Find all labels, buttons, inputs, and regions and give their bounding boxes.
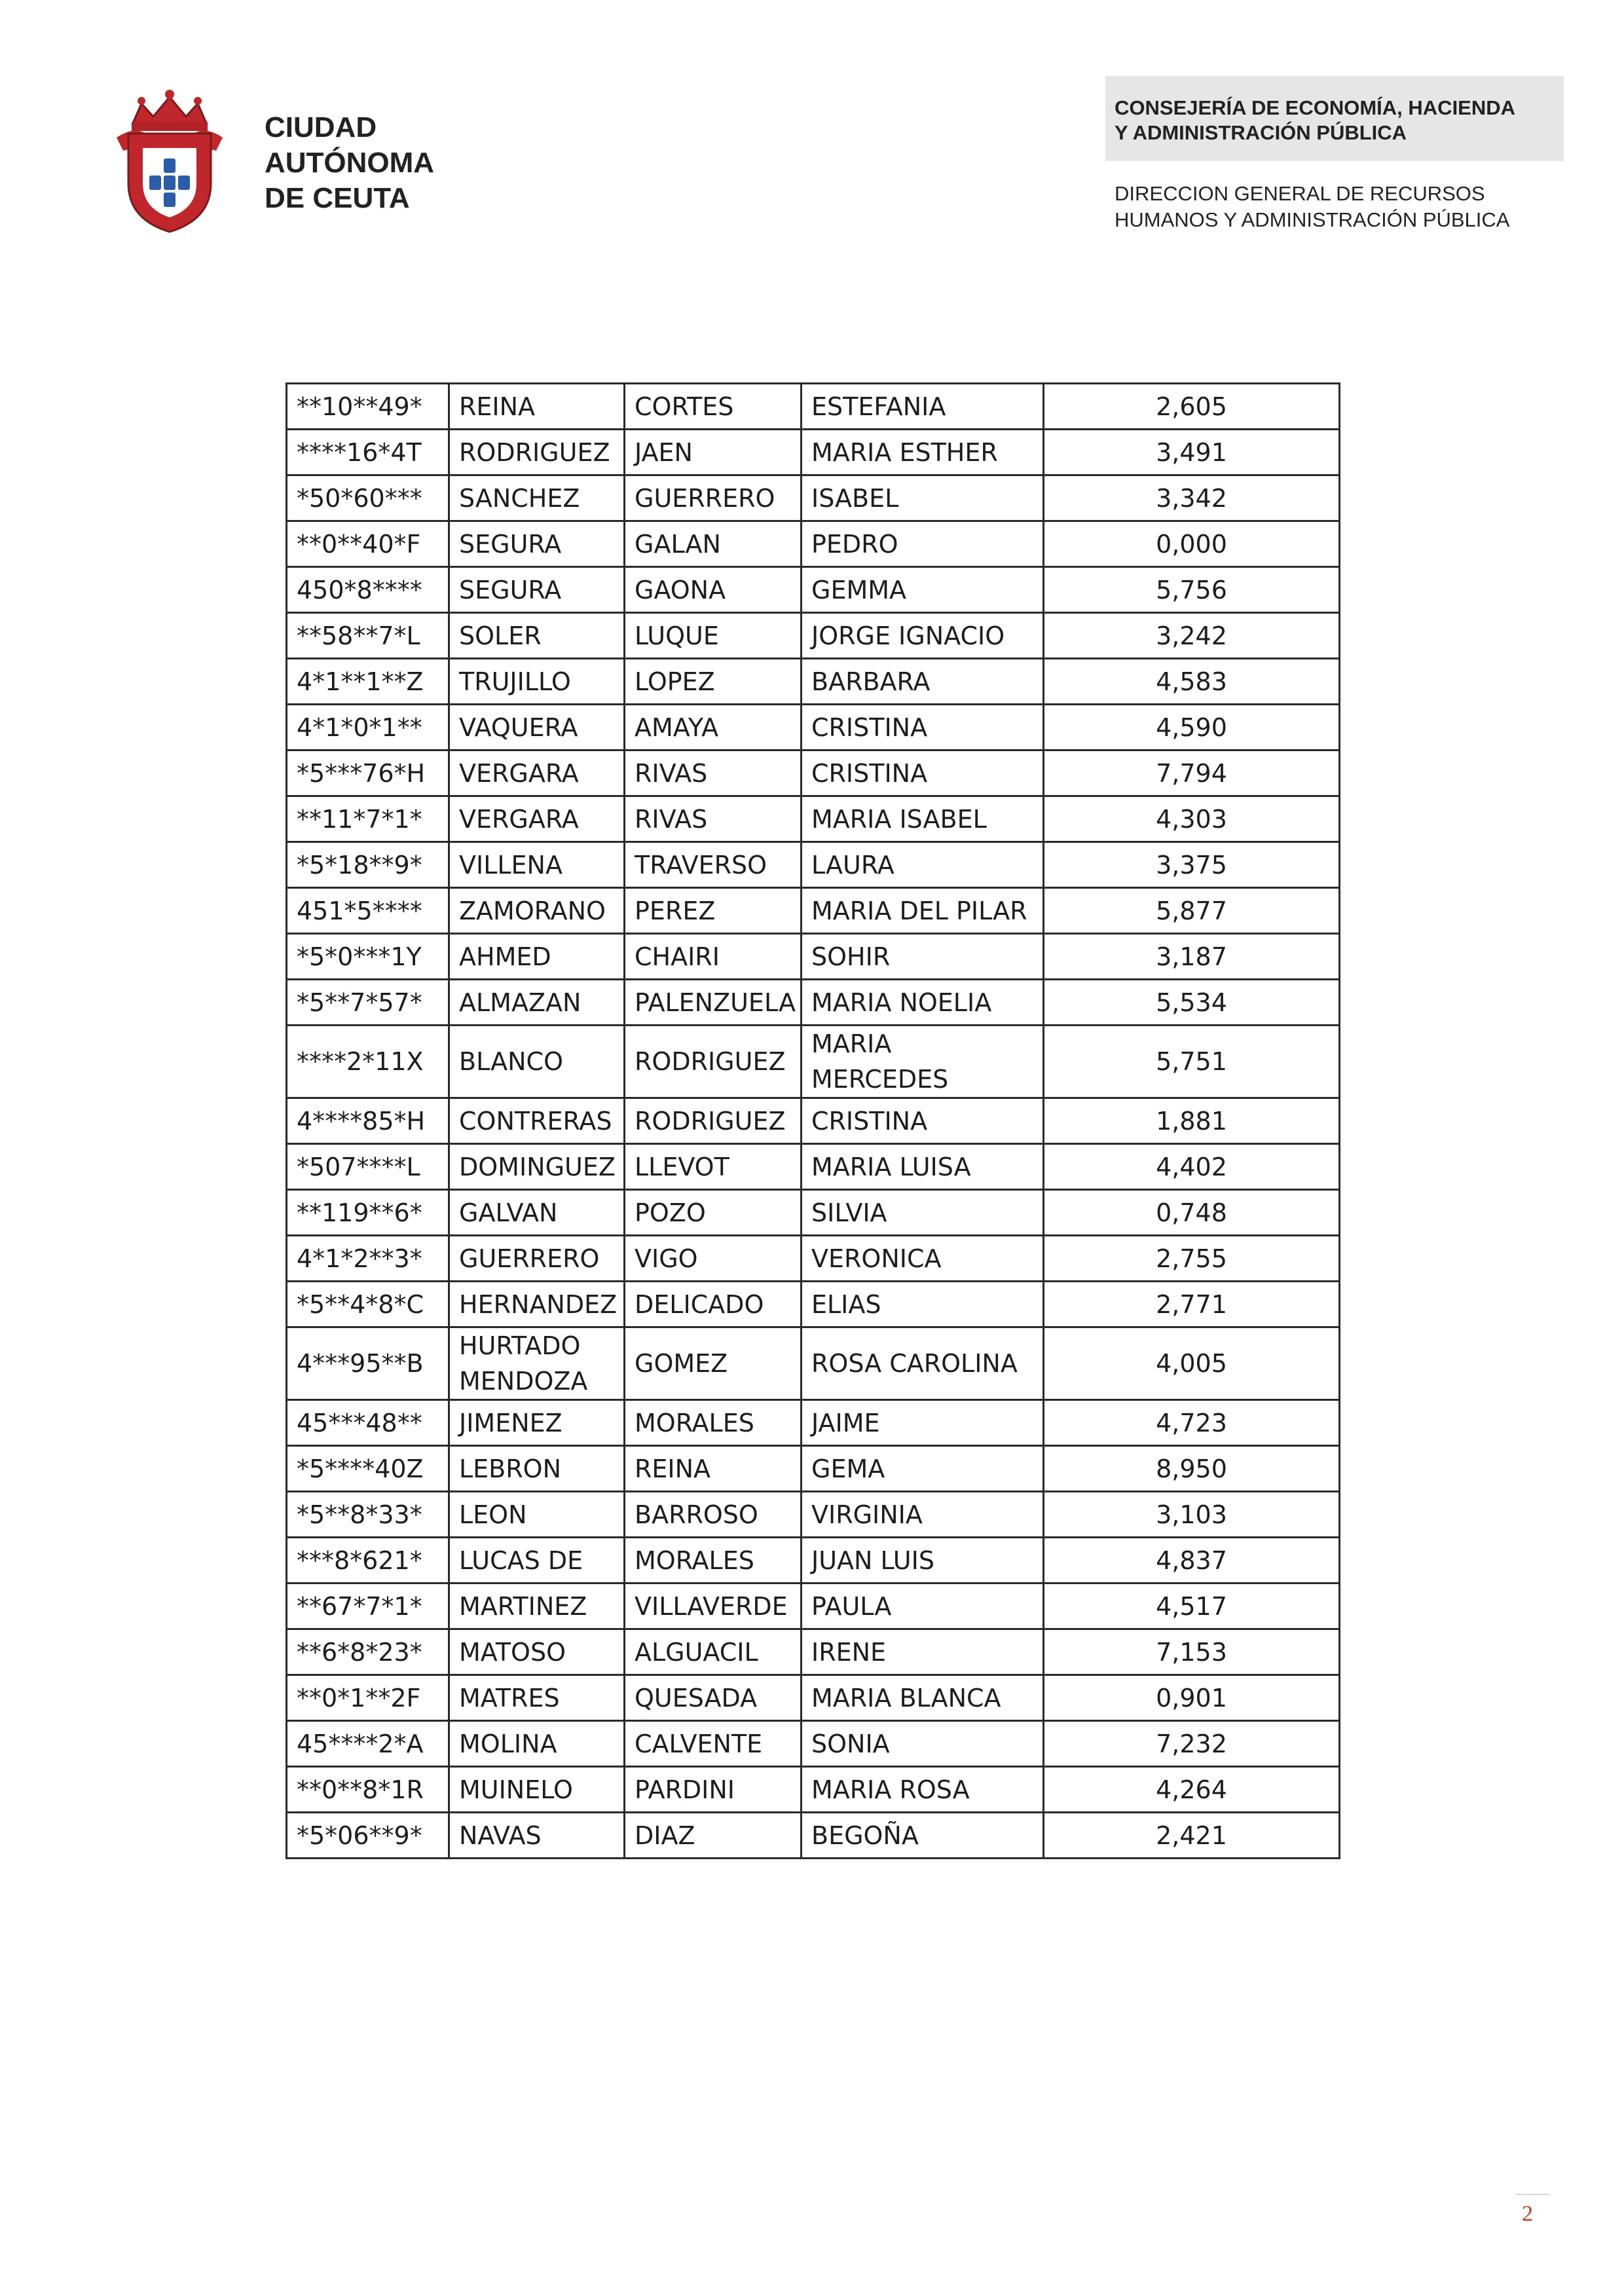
- cell-second-surname: LOPEZ: [625, 659, 802, 705]
- cell-given-name: BARBARA: [802, 659, 1044, 705]
- cell-dni: *5***76*H: [287, 750, 449, 796]
- cell-second-surname: VIGO: [625, 1236, 802, 1282]
- cell-second-surname: LUQUE: [625, 613, 802, 659]
- cell-score: 7,232: [1044, 1721, 1340, 1767]
- cell-dni: **6*8*23*: [287, 1629, 449, 1675]
- cell-dni: **67*7*1*: [287, 1583, 449, 1629]
- cell-first-surname: CONTRERAS: [449, 1098, 625, 1144]
- table-row: [287, 659, 1340, 705]
- table-row: [287, 521, 1340, 567]
- cell-first-surname: LEON: [449, 1492, 625, 1538]
- organization-name: [265, 110, 434, 216]
- cell-dni: *50*60***: [287, 475, 449, 521]
- table-row: [287, 1813, 1340, 1859]
- cell-given-name: MARIA DEL PILAR: [802, 888, 1044, 934]
- cell-dni: *5**7*57*: [287, 980, 449, 1026]
- cell-score: 4,723: [1044, 1400, 1340, 1446]
- cell-given-name: JORGE IGNACIO: [802, 613, 1044, 659]
- table-row: [287, 1675, 1340, 1721]
- cell-dni: **11*7*1*: [287, 796, 449, 842]
- cell-score: 2,421: [1044, 1813, 1340, 1859]
- cell-score: 4,264: [1044, 1767, 1340, 1813]
- cell-score: 0,748: [1044, 1190, 1340, 1236]
- cell-first-surname: SEGURA: [449, 521, 625, 567]
- cell-given-name: PAULA: [802, 1583, 1044, 1629]
- cell-given-name: SOHIR: [802, 934, 1044, 980]
- cell-first-surname: GALVAN: [449, 1190, 625, 1236]
- cell-dni: **119**6*: [287, 1190, 449, 1236]
- cell-dni: 45***48**: [287, 1400, 449, 1446]
- cell-dni: 4*1**1**Z: [287, 659, 449, 705]
- table-row: [287, 1629, 1340, 1675]
- cell-second-surname: LLEVOT: [625, 1144, 802, 1190]
- table-row: [287, 1767, 1340, 1813]
- cell-score: 3,491: [1044, 430, 1340, 475]
- cell-second-surname: BARROSO: [625, 1492, 802, 1538]
- cell-dni: *5*06**9*: [287, 1813, 449, 1859]
- department-box: [1105, 76, 1564, 161]
- cell-second-surname: GOMEZ: [625, 1327, 802, 1400]
- cell-score: 3,375: [1044, 842, 1340, 888]
- cell-given-name: SONIA: [802, 1721, 1044, 1767]
- table-row: [287, 1190, 1340, 1236]
- cell-dni: *5*0***1Y: [287, 934, 449, 980]
- cell-dni: 4****85*H: [287, 1098, 449, 1144]
- cell-given-name: MARIA ESTHER: [802, 430, 1044, 475]
- cell-first-surname: MOLINA: [449, 1721, 625, 1767]
- table-row: [287, 567, 1340, 613]
- cell-first-surname: MATRES: [449, 1675, 625, 1721]
- cell-second-surname: GALAN: [625, 521, 802, 567]
- cell-score: 4,837: [1044, 1538, 1340, 1583]
- org-line: AUTÓNOMA: [265, 147, 435, 179]
- table-row: [287, 1236, 1340, 1282]
- subdepartment: [1115, 181, 1509, 233]
- cell-first-surname: SEGURA: [449, 567, 625, 613]
- cell-dni: 450*8****: [287, 567, 449, 613]
- cell-score: 0,000: [1044, 521, 1340, 567]
- cell-given-name: CRISTINA: [802, 705, 1044, 750]
- cell-second-surname: CALVENTE: [625, 1721, 802, 1767]
- cell-second-surname: ALGUACIL: [625, 1629, 802, 1675]
- table-row: [287, 384, 1340, 430]
- cell-score: 4,583: [1044, 659, 1340, 705]
- cell-given-name: ESTEFANIA: [802, 384, 1044, 430]
- subdepartment-line: DIRECCION GENERAL DE RECURSOS: [1115, 182, 1485, 205]
- cell-given-name: MARIA BLANCA: [802, 1675, 1044, 1721]
- cell-dni: ****2*11X: [287, 1026, 449, 1098]
- cell-given-name: GEMMA: [802, 567, 1044, 613]
- cell-dni: **10**49*: [287, 384, 449, 430]
- cell-second-surname: MORALES: [625, 1538, 802, 1583]
- cell-dni: *5**8*33*: [287, 1492, 449, 1538]
- cell-dni: ***8*621*: [287, 1538, 449, 1583]
- cell-first-surname: DOMINGUEZ: [449, 1144, 625, 1190]
- cell-dni: **0**8*1R: [287, 1767, 449, 1813]
- cell-second-surname: CORTES: [625, 384, 802, 430]
- table-row: [287, 1400, 1340, 1446]
- cell-score: 8,950: [1044, 1446, 1340, 1492]
- cell-first-surname: LUCAS DE: [449, 1538, 625, 1583]
- cell-first-surname: SANCHEZ: [449, 475, 625, 521]
- records-body: [287, 384, 1340, 1859]
- cell-given-name: LAURA: [802, 842, 1044, 888]
- cell-first-surname: RODRIGUEZ: [449, 430, 625, 475]
- records-table: [286, 382, 1340, 1859]
- cell-first-surname: MUINELO: [449, 1767, 625, 1813]
- table-row: [287, 1282, 1340, 1327]
- cell-first-surname: AHMED: [449, 934, 625, 980]
- cell-first-surname: MATOSO: [449, 1629, 625, 1675]
- cell-second-surname: AMAYA: [625, 705, 802, 750]
- cell-score: 5,756: [1044, 567, 1340, 613]
- cell-dni: ****16*4T: [287, 430, 449, 475]
- cell-score: 7,794: [1044, 750, 1340, 796]
- cell-first-surname: BLANCO: [449, 1026, 625, 1098]
- cell-second-surname: DELICADO: [625, 1282, 802, 1327]
- cell-second-surname: PEREZ: [625, 888, 802, 934]
- cell-given-name: ROSA CAROLINA: [802, 1327, 1044, 1400]
- cell-score: 4,303: [1044, 796, 1340, 842]
- table-row: [287, 980, 1340, 1026]
- cell-first-surname: JIMENEZ: [449, 1400, 625, 1446]
- cell-first-surname: TRUJILLO: [449, 659, 625, 705]
- cell-second-surname: GUERRERO: [625, 475, 802, 521]
- cell-score: 2,755: [1044, 1236, 1340, 1282]
- cell-given-name: MARIA NOELIA: [802, 980, 1044, 1026]
- table-row: [287, 613, 1340, 659]
- cell-second-surname: RIVAS: [625, 796, 802, 842]
- cell-score: 2,605: [1044, 384, 1340, 430]
- table-row: [287, 475, 1340, 521]
- table-row: [287, 796, 1340, 842]
- table-row: [287, 750, 1340, 796]
- cell-given-name: GEMA: [802, 1446, 1044, 1492]
- cell-dni: 4***95**B: [287, 1327, 449, 1400]
- cell-given-name: ISABEL: [802, 475, 1044, 521]
- cell-second-surname: RIVAS: [625, 750, 802, 796]
- cell-second-surname: RODRIGUEZ: [625, 1026, 802, 1098]
- cell-second-surname: POZO: [625, 1190, 802, 1236]
- cell-given-name: VIRGINIA: [802, 1492, 1044, 1538]
- cell-first-surname: MARTINEZ: [449, 1583, 625, 1629]
- table-row: [287, 1492, 1340, 1538]
- cell-score: 5,534: [1044, 980, 1340, 1026]
- cell-given-name: CRISTINA: [802, 750, 1044, 796]
- cell-dni: 451*5****: [287, 888, 449, 934]
- cell-score: 5,751: [1044, 1026, 1340, 1098]
- cell-dni: **0**40*F: [287, 521, 449, 567]
- cell-dni: *5**4*8*C: [287, 1282, 449, 1327]
- cell-first-surname: HURTADO MENDOZA: [449, 1327, 625, 1400]
- table-row: [287, 705, 1340, 750]
- cell-dni: *507****L: [287, 1144, 449, 1190]
- cell-first-surname: VERGARA: [449, 796, 625, 842]
- cell-score: 1,881: [1044, 1098, 1340, 1144]
- cell-second-surname: QUESADA: [625, 1675, 802, 1721]
- cell-second-surname: TRAVERSO: [625, 842, 802, 888]
- table-row: [287, 1538, 1340, 1583]
- cell-given-name: VERONICA: [802, 1236, 1044, 1282]
- cell-first-surname: HERNANDEZ: [449, 1282, 625, 1327]
- cell-dni: 4*1*2**3*: [287, 1236, 449, 1282]
- table-row: [287, 842, 1340, 888]
- cell-score: 2,771: [1044, 1282, 1340, 1327]
- cell-dni: *5****40Z: [287, 1446, 449, 1492]
- table-row: [287, 1327, 1340, 1400]
- cell-score: 3,242: [1044, 613, 1340, 659]
- cell-first-surname: ALMAZAN: [449, 980, 625, 1026]
- cell-given-name: MARIA ROSA: [802, 1767, 1044, 1813]
- cell-given-name: SILVIA: [802, 1190, 1044, 1236]
- department-line: Y ADMINISTRACIÓN PÚBLICA: [1115, 121, 1407, 144]
- subdepartment-line: HUMANOS Y ADMINISTRACIÓN PÚBLICA: [1115, 208, 1510, 231]
- cell-score: 3,187: [1044, 934, 1340, 980]
- cell-given-name: BEGOÑA: [802, 1813, 1044, 1859]
- table-row: [287, 934, 1340, 980]
- cell-score: 4,402: [1044, 1144, 1340, 1190]
- cell-first-surname: VERGARA: [449, 750, 625, 796]
- cell-score: 0,901: [1044, 1675, 1340, 1721]
- cell-second-surname: PARDINI: [625, 1767, 802, 1813]
- cell-first-surname: REINA: [449, 384, 625, 430]
- table-row: [287, 888, 1340, 934]
- table-row: [287, 1583, 1340, 1629]
- cell-second-surname: MORALES: [625, 1400, 802, 1446]
- department-line: CONSEJERÍA DE ECONOMÍA, HACIENDA: [1115, 96, 1516, 119]
- cell-given-name: ELIAS: [802, 1282, 1044, 1327]
- cell-given-name: MARIA MERCEDES: [802, 1026, 1044, 1098]
- cell-score: 3,342: [1044, 475, 1340, 521]
- cell-second-surname: VILLAVERDE: [625, 1583, 802, 1629]
- cell-given-name: MARIA LUISA: [802, 1144, 1044, 1190]
- cell-dni: 4*1*0*1**: [287, 705, 449, 750]
- cell-score: 4,005: [1044, 1327, 1340, 1400]
- cell-score: 4,517: [1044, 1583, 1340, 1629]
- cell-given-name: IRENE: [802, 1629, 1044, 1675]
- cell-dni: 45****2*A: [287, 1721, 449, 1767]
- cell-second-surname: GAONA: [625, 567, 802, 613]
- coat-of-arms-icon: [110, 85, 229, 236]
- table-row: [287, 1446, 1340, 1492]
- org-line: DE CEUTA: [265, 182, 410, 214]
- cell-second-surname: JAEN: [625, 430, 802, 475]
- cell-score: 5,877: [1044, 888, 1340, 934]
- cell-first-surname: LEBRON: [449, 1446, 625, 1492]
- cell-first-surname: VAQUERA: [449, 705, 625, 750]
- cell-first-surname: VILLENA: [449, 842, 625, 888]
- table-row: [287, 1026, 1340, 1098]
- cell-dni: **0*1**2F: [287, 1675, 449, 1721]
- cell-given-name: JAIME: [802, 1400, 1044, 1446]
- cell-given-name: PEDRO: [802, 521, 1044, 567]
- cell-second-surname: CHAIRI: [625, 934, 802, 980]
- cell-score: 7,153: [1044, 1629, 1340, 1675]
- cell-second-surname: REINA: [625, 1446, 802, 1492]
- cell-dni: **58**7*L: [287, 613, 449, 659]
- cell-given-name: MARIA ISABEL: [802, 796, 1044, 842]
- cell-second-surname: RODRIGUEZ: [625, 1098, 802, 1144]
- table-row: [287, 1721, 1340, 1767]
- cell-score: 3,103: [1044, 1492, 1340, 1538]
- cell-first-surname: GUERRERO: [449, 1236, 625, 1282]
- org-line: CIUDAD: [265, 111, 377, 143]
- page-number: 2: [1522, 2202, 1533, 2226]
- page-number-divider: [1515, 2194, 1549, 2195]
- cell-second-surname: PALENZUELA: [625, 980, 802, 1026]
- cell-first-surname: ZAMORANO: [449, 888, 625, 934]
- cell-dni: *5*18**9*: [287, 842, 449, 888]
- cell-given-name: JUAN LUIS: [802, 1538, 1044, 1583]
- cell-score: 4,590: [1044, 705, 1340, 750]
- cell-second-surname: DIAZ: [625, 1813, 802, 1859]
- cell-first-surname: SOLER: [449, 613, 625, 659]
- cell-first-surname: NAVAS: [449, 1813, 625, 1859]
- table-row: [287, 1098, 1340, 1144]
- table-row: [287, 430, 1340, 475]
- table-row: [287, 1144, 1340, 1190]
- cell-given-name: CRISTINA: [802, 1098, 1044, 1144]
